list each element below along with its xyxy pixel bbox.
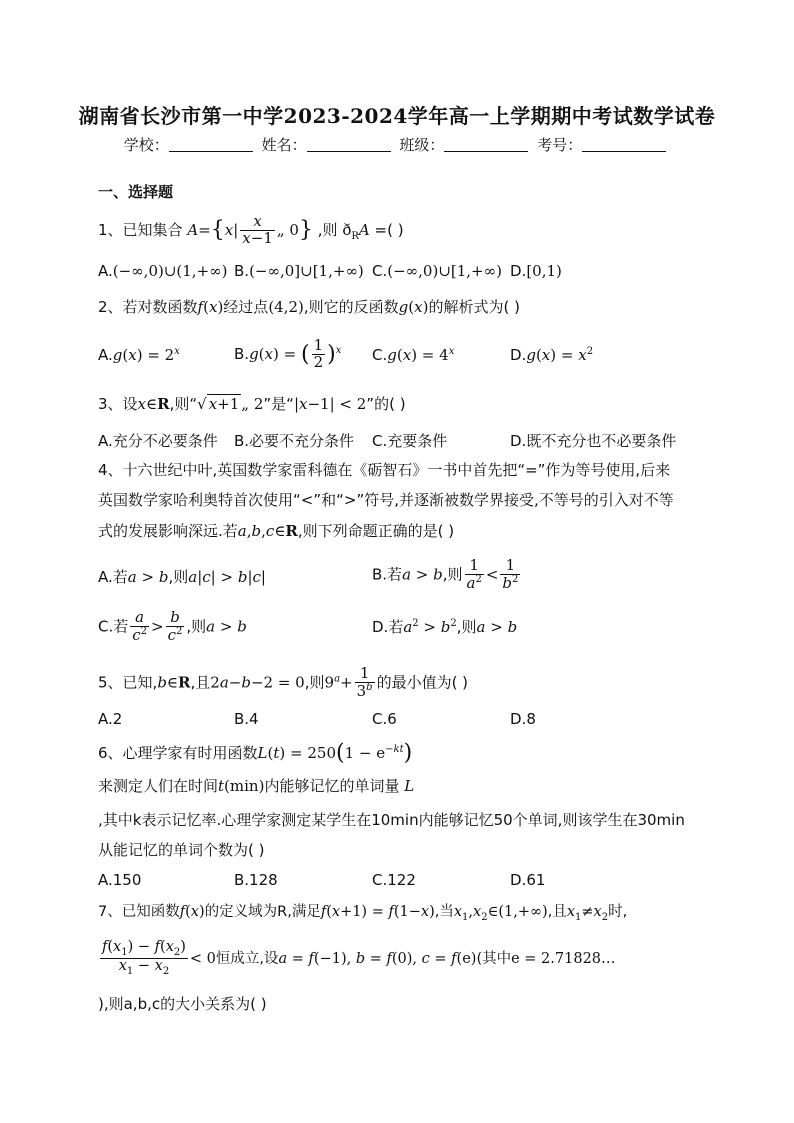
q4-option-b[interactable]: B.若a > b,则 $\frac{1}{a^2}$ < $\frac{1}{b^2}$	[372, 556, 519, 592]
q2-stem-text-3: ,则它的反函数	[303, 298, 399, 316]
q5-option-b[interactable]: B.4	[234, 710, 259, 728]
q1-stem-text-3: =( )	[374, 220, 404, 239]
q2-option-c[interactable]: $C.g(x) = 4^x$	[372, 346, 455, 364]
q1-set-expression: A	[187, 220, 199, 239]
q2-option-b[interactable]: B.g(x) = ( $\frac{1}{2}$ )$^x$	[234, 336, 342, 371]
q4-line-2: 英国数学家哈利奥特首次使用“<”和“>”符号,并逐渐被数学界接受,不等号的引入对不等	[98, 491, 674, 509]
q5-stem-text: 5、已知,	[98, 673, 158, 692]
q6-option-c[interactable]: C.122	[372, 871, 416, 889]
q7-line-1-text-3: ,当	[434, 904, 454, 920]
q7-line-2-text-2: (其中	[476, 950, 512, 967]
q2-stem-text: 2、若对数函数	[98, 298, 198, 316]
q4-option-a[interactable]: A.若a > b,则a|c| > b|c|	[98, 568, 266, 586]
q1-option-b[interactable]: B.(−∞,0]∪[1,+∞)	[234, 262, 364, 280]
q7-line-3: ),则a,b,c的大小关系为( )	[98, 995, 267, 1013]
q5-stem-text-2: ,且	[190, 673, 211, 692]
class-label: 班级：	[399, 136, 445, 154]
q2-option-a[interactable]: $A.g(x) = 2^x$	[98, 346, 180, 364]
q1-stem-text: 1、已知集合	[98, 220, 183, 239]
q2-stem: 2、若对数函数f(x)经过点(4,2),则它的反函数g(x)的解析式为( )	[98, 298, 520, 316]
q1-option-c[interactable]: C.(−∞,0)∪[1,+∞)	[372, 262, 502, 280]
q7-line-1-text-5: 时,	[608, 904, 628, 920]
q3-stem-text-4: ”的( )	[366, 395, 406, 413]
section-heading: 一、选择题	[98, 183, 174, 201]
q4-line-3: 式的发展影响深远.若a,b,c∈R,则下列命题正确的是( )	[98, 522, 455, 540]
q3-option-a[interactable]: A.充分不必要条件	[98, 432, 218, 450]
q5-option-c[interactable]: C.6	[372, 710, 397, 728]
q1-option-d[interactable]: D.[0,1)	[510, 262, 562, 280]
q6-option-d[interactable]: D.61	[510, 871, 546, 889]
q3-stem-text-2: ,则“	[169, 395, 198, 413]
q1-option-a-label: A.	[98, 262, 113, 280]
q2-stem-text-4: 的解析式为( )	[428, 298, 520, 316]
q1-stem-text-2: ,则	[317, 220, 338, 239]
q6-line-4: 从能记忆的单词个数为( )	[98, 841, 265, 859]
q1-option-b-label: B.	[234, 262, 250, 280]
q4-option-b-then: ,则	[442, 565, 463, 584]
school-label: 学校：	[123, 136, 169, 154]
q4-option-d-then: ,则	[456, 618, 477, 636]
name-blank[interactable]	[307, 137, 391, 152]
q5-stem-text-3: ,则	[304, 673, 325, 692]
q7-line-1-text-4: ,且	[547, 904, 567, 920]
q7-line-2-text: 恒成立,设	[215, 950, 279, 967]
q4-option-d-label: D.若	[372, 618, 404, 636]
q1-fraction: $\frac{x}{x-1}$	[242, 212, 273, 247]
q6-option-b[interactable]: B.128	[234, 871, 278, 889]
exam-title: 湖南省长沙市第一中学2023-2024学年高一上学期期中考试数学试卷	[78, 104, 716, 128]
q4-option-c-label: C.若	[98, 617, 129, 636]
q7-line-2: $\frac{f(x_1) - f(x_2)}{x_1 - x_2}$ < 0恒成立,设a = f(−1), b = f(0), c = f(e)(其中e = 2.71828…	[102, 939, 616, 978]
q6-line-2-text: 来测定人们在时间	[98, 777, 219, 795]
q4-option-a-then: ,则	[168, 568, 189, 586]
q3-option-c[interactable]: C.充要条件	[372, 432, 448, 450]
q3-stem-text: 3、设	[98, 395, 138, 413]
q4-line-3-text: 式的发展影响深远.若	[98, 522, 238, 540]
name-label: 姓名：	[261, 136, 307, 154]
q5-stem-text-4: 的最小值为( )	[376, 673, 469, 692]
q7-line-1: 7、已知函数f(x)的定义域为R,满足f(x+1) = f(1−x),当$x_1,x_2\in(1,+\infty)$,且$x_1\ne x_2$时,	[98, 904, 628, 923]
q2-option-d[interactable]: $D.g(x) = x^2$	[510, 346, 594, 364]
class-blank[interactable]	[444, 137, 528, 152]
q6-line-3: ,其中k表示记忆率.心理学家测定某学生在10min内能够记忆50个单词,则该学生在30min	[98, 811, 685, 829]
q7-line-1-text-2: 的定义域为R,满足	[204, 904, 321, 920]
q3-option-d[interactable]: D.既不充分也不必要条件	[510, 432, 677, 450]
q2-option-b-label: B.	[234, 344, 250, 363]
q1-option-a[interactable]: A.(−∞,0)∪(1,+∞)	[98, 262, 228, 280]
q4-option-b-label: B.若	[372, 565, 403, 584]
q6-line-1-text: 6、心理学家有时用函数	[98, 744, 258, 762]
q4-line-1: 4、十六世纪中叶,英国数学家雷科德在《砺智石》一书中首先把“=”作为等号使用,后来	[98, 461, 671, 479]
q6-option-a[interactable]: A.150	[98, 871, 142, 889]
q1-option-d-label: D.	[510, 262, 527, 280]
q6-line-2-text-2: 内能够记忆的单词量	[264, 777, 400, 795]
q3-option-b[interactable]: B.必要不充分条件	[234, 432, 355, 450]
q4-option-c[interactable]: C.若 $\frac{a}{c^2}$ > $\frac{b}{c^2}$ ,则a > b	[98, 608, 247, 644]
q5-option-d[interactable]: D.8	[510, 710, 536, 728]
q6-line-2: 来测定人们在时间t(min)内能够记忆的单词量 L	[98, 777, 415, 795]
q4-option-a-label: A.若	[98, 568, 128, 586]
q2-option-d-label: D.	[510, 346, 527, 364]
q7-difference-quotient: $\frac{f(x_1) - f(x_2)}{x_1 - x_2}$	[102, 939, 186, 978]
q5-stem: 5、已知,b∈R,且2a−b−2 = 0,则$9^a+$ $\frac{1}{3^b}$ 的最小值为( )	[98, 664, 469, 700]
q2-option-a-label: A.	[98, 346, 113, 364]
q3-stem: 3、设x∈R,则“√ x+1 „ 2”是“|x−1| < 2”的( )	[98, 395, 406, 413]
q4-option-d[interactable]: D.若$a^2 > b^2$,则a > b	[372, 618, 518, 636]
q4-line-3-text-2: ,则下列命题正确的是( )	[297, 522, 455, 540]
school-blank[interactable]	[169, 137, 253, 152]
q2-option-c-label: C.	[372, 346, 388, 364]
q1-stem: 1、已知集合 A={x| $\frac{x}{x-1}$ „ 0} ,则 $ð_RA$ =( )	[98, 212, 404, 247]
student-info-line	[0, 134, 794, 155]
number-blank[interactable]	[582, 137, 666, 152]
q7-line-1-text: 7、已知函数	[98, 904, 180, 920]
q1-option-c-label: C.	[372, 262, 388, 280]
q3-stem-text-3: ”是“	[263, 395, 294, 413]
q6-line-1: 6、心理学家有时用函数$L(t) = 250(1 - e^{-kt})$	[98, 740, 413, 766]
q5-option-a[interactable]: A.2	[98, 710, 123, 728]
number-label: 考号：	[537, 136, 583, 154]
q4-option-c-then: ,则	[186, 617, 207, 636]
q2-stem-text-2: 经过点	[223, 298, 269, 316]
